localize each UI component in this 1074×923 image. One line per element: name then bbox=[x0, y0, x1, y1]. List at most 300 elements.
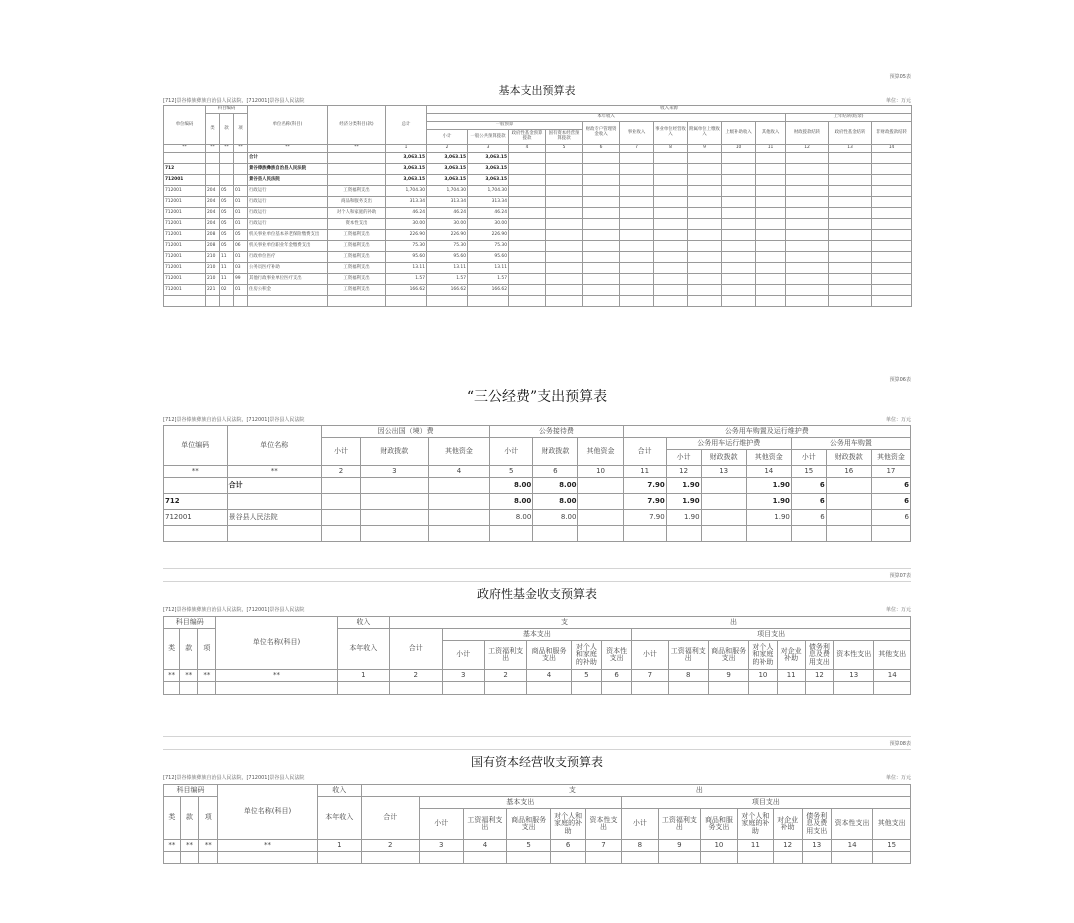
cell-empty bbox=[722, 164, 756, 175]
table-number: 预算08表 bbox=[889, 741, 911, 747]
cell-empty bbox=[583, 208, 620, 219]
column-number: 9 bbox=[688, 145, 722, 153]
cell-empty bbox=[509, 296, 546, 307]
cell-empty bbox=[578, 478, 623, 494]
header-project-subtotal: 小计 bbox=[632, 641, 668, 670]
cell-code: 712001 bbox=[164, 252, 206, 263]
cell-code: 712001 bbox=[164, 241, 206, 252]
column-number: 12 bbox=[666, 466, 701, 478]
cell-empty bbox=[756, 219, 786, 230]
column-number: 5 bbox=[507, 840, 551, 852]
cell-empty bbox=[509, 241, 546, 252]
cell-xiang: 01 bbox=[234, 219, 248, 230]
cell-econ bbox=[328, 153, 386, 164]
unit-info: [712]景谷傣族彝族自治县人民法院，[712001]景谷县人民法院 bbox=[163, 98, 305, 104]
cell-empty bbox=[546, 274, 583, 285]
cell-econ bbox=[328, 175, 386, 186]
column-number: 9 bbox=[659, 840, 701, 852]
header-capital-op: 国有资本经营预算拨款 bbox=[546, 130, 583, 145]
column-number: 2 bbox=[390, 670, 442, 682]
cell-lei: 208 bbox=[206, 230, 220, 241]
cell-empty bbox=[688, 153, 722, 164]
cell-code: 712001 bbox=[164, 510, 228, 526]
cell-empty bbox=[386, 296, 427, 307]
cell-empty bbox=[546, 186, 583, 197]
cell-empty bbox=[872, 274, 912, 285]
cell-empty bbox=[829, 219, 872, 230]
header-total: 总计 bbox=[386, 106, 427, 145]
header-subject-code: 科目编码 bbox=[164, 617, 216, 629]
cell-c5: 8.00 bbox=[490, 494, 533, 510]
header-pu-fiscal: 财政拨款 bbox=[826, 450, 871, 466]
table-row bbox=[164, 252, 912, 263]
cell-empty bbox=[583, 164, 620, 175]
header-basic: 基本支出 bbox=[442, 629, 632, 641]
cell-empty bbox=[620, 153, 654, 164]
cell-empty bbox=[722, 241, 756, 252]
header-non-fin: 非财政拨款结转 bbox=[872, 122, 912, 145]
cell-econ: 对个人和家庭的补助 bbox=[328, 208, 386, 219]
cell-code: 712 bbox=[164, 164, 206, 175]
cell-empty bbox=[786, 296, 829, 307]
cell-empty bbox=[786, 230, 829, 241]
cell-econ: 工资福利支出 bbox=[328, 186, 386, 197]
column-number: 5 bbox=[546, 145, 583, 153]
cell-empty bbox=[722, 219, 756, 230]
column-number: 1 bbox=[337, 670, 389, 682]
cell-c11: 7.90 bbox=[623, 478, 666, 494]
table-row bbox=[164, 296, 912, 307]
table-row bbox=[164, 230, 912, 241]
column-number: ** bbox=[199, 840, 218, 852]
cell-empty bbox=[688, 164, 722, 175]
cell-empty bbox=[786, 285, 829, 296]
cell-empty bbox=[829, 285, 872, 296]
column-number: 3 bbox=[419, 840, 463, 852]
cell-empty bbox=[786, 219, 829, 230]
cell-empty bbox=[620, 175, 654, 186]
cell-kuan: 05 bbox=[220, 230, 234, 241]
unit-info: [712]景谷傣族彝族自治县人民法院，[712001]景谷县人民法院 bbox=[163, 607, 305, 613]
cell-empty bbox=[872, 208, 912, 219]
cell-empty bbox=[546, 296, 583, 307]
cell-pub: 1,704.30 bbox=[468, 186, 509, 197]
cell-pub: 1.57 bbox=[468, 274, 509, 285]
cell-empty bbox=[722, 208, 756, 219]
column-number: ** bbox=[328, 145, 386, 153]
cell-empty bbox=[756, 296, 786, 307]
header-project-personal: 对个人和家庭的补助 bbox=[738, 809, 773, 840]
cell-sub: 313.34 bbox=[427, 197, 468, 208]
column-number: ** bbox=[220, 145, 234, 153]
cell-empty bbox=[546, 230, 583, 241]
cell-lei: 210 bbox=[206, 263, 220, 274]
cell-empty bbox=[509, 197, 546, 208]
cell-empty bbox=[428, 510, 490, 526]
cell-c12: 1.90 bbox=[666, 494, 701, 510]
cell-empty bbox=[826, 478, 871, 494]
header-basic-personal: 对个人和家庭的补助 bbox=[571, 641, 601, 670]
header-op-other: 其他资金 bbox=[746, 450, 791, 466]
header-abroad-other: 其他资金 bbox=[428, 438, 490, 466]
cell-empty bbox=[688, 252, 722, 263]
cell-empty bbox=[427, 296, 468, 307]
header-subject-code: 科目编码 bbox=[164, 785, 218, 797]
column-number: ** bbox=[180, 670, 198, 682]
cell-empty bbox=[688, 219, 722, 230]
cell-empty bbox=[872, 219, 912, 230]
cell-empty bbox=[688, 241, 722, 252]
basic-expenditure-section bbox=[163, 70, 911, 354]
column-number: 4 bbox=[463, 840, 507, 852]
cell-pub: 226.90 bbox=[468, 230, 509, 241]
cell-total: 75.30 bbox=[386, 241, 427, 252]
cell-empty bbox=[829, 164, 872, 175]
state-capital-table bbox=[163, 784, 911, 864]
header-vehicle: 公务用车购置及运行维护费 bbox=[623, 426, 910, 438]
header-vehicle-total: 合计 bbox=[623, 438, 666, 466]
column-number: 10 bbox=[578, 466, 623, 478]
column-number: 11 bbox=[777, 670, 805, 682]
cell-empty bbox=[722, 197, 756, 208]
cell-code: 712001 bbox=[164, 219, 206, 230]
header-project: 项目支出 bbox=[621, 797, 910, 809]
header-abroad-fiscal: 财政拨款 bbox=[360, 438, 428, 466]
cell-c5 bbox=[490, 526, 533, 542]
cell-empty bbox=[722, 230, 756, 241]
column-number: ** bbox=[164, 670, 180, 682]
cell-empty bbox=[872, 252, 912, 263]
cell-code: 712001 bbox=[164, 274, 206, 285]
column-number: 13 bbox=[829, 145, 872, 153]
header-purchase: 公务用车购置 bbox=[791, 438, 910, 450]
cell-total: 1,704.30 bbox=[386, 186, 427, 197]
header-project-debt: 债务利息及费用支出 bbox=[805, 641, 833, 670]
column-number: 7 bbox=[586, 840, 621, 852]
cell-empty bbox=[546, 285, 583, 296]
cell-pub: 3,063.15 bbox=[468, 164, 509, 175]
header-fund-ly: 政府性基金结转 bbox=[829, 122, 872, 145]
column-number: ** bbox=[164, 466, 228, 478]
table-title: “三公经费”支出预算表 bbox=[466, 389, 608, 405]
cell-empty bbox=[468, 296, 509, 307]
header-basic-goods: 商品和服务支出 bbox=[507, 809, 551, 840]
column-number: ** bbox=[206, 145, 220, 153]
header-income: 收入 bbox=[317, 785, 361, 797]
header-xiang: 项 bbox=[234, 114, 248, 145]
cell-empty bbox=[583, 296, 620, 307]
cell-xiang bbox=[234, 164, 248, 175]
header-unit-code: 单位编码 bbox=[164, 106, 206, 145]
cell-name bbox=[227, 494, 321, 510]
table-row bbox=[164, 186, 912, 197]
cell-empty bbox=[583, 252, 620, 263]
cell-econ bbox=[328, 164, 386, 175]
cell-empty bbox=[583, 241, 620, 252]
header-project-other: 其他支出 bbox=[874, 641, 911, 670]
cell-empty bbox=[654, 296, 688, 307]
cell-xiang: 01 bbox=[234, 208, 248, 219]
cell-empty bbox=[688, 186, 722, 197]
column-number: 4 bbox=[509, 145, 546, 153]
cell-empty bbox=[756, 285, 786, 296]
cell-empty bbox=[756, 263, 786, 274]
column-number: 10 bbox=[749, 670, 777, 682]
table-number: 预算06表 bbox=[889, 377, 911, 383]
cell-total: 3,063.15 bbox=[386, 153, 427, 164]
header-op-fiscal: 财政拨款 bbox=[701, 450, 746, 466]
column-number: 2 bbox=[427, 145, 468, 153]
basic-expenditure-table bbox=[163, 105, 912, 307]
cell-empty bbox=[578, 510, 623, 526]
cell-empty bbox=[546, 219, 583, 230]
cell-empty bbox=[509, 285, 546, 296]
cell-empty bbox=[654, 252, 688, 263]
cell-lei bbox=[206, 153, 220, 164]
three-public-expenses-section bbox=[163, 376, 911, 556]
cell-empty bbox=[826, 526, 871, 542]
cell-c11: 7.90 bbox=[623, 494, 666, 510]
cell-empty bbox=[722, 186, 756, 197]
header-source: 收入来源 bbox=[427, 106, 912, 114]
cell-kuan: 02 bbox=[220, 285, 234, 296]
header-project-enterprise: 对企业补助 bbox=[773, 809, 802, 840]
cell-empty bbox=[234, 296, 248, 307]
cell-total: 166.62 bbox=[386, 285, 427, 296]
column-number: 6 bbox=[601, 670, 631, 682]
cell-empty bbox=[786, 164, 829, 175]
cell-empty bbox=[509, 252, 546, 263]
header-reception-other: 其他资金 bbox=[578, 438, 623, 466]
cell-total: 13.11 bbox=[386, 263, 427, 274]
cell-empty bbox=[546, 197, 583, 208]
cell-sub: 3,063.15 bbox=[427, 153, 468, 164]
cell-xiang: 99 bbox=[234, 274, 248, 285]
cell-empty bbox=[826, 494, 871, 510]
header-fin-approp: 财政拨款结转 bbox=[786, 122, 829, 145]
cell-name: 住房公积金 bbox=[248, 285, 328, 296]
cell-xiang: 01 bbox=[234, 285, 248, 296]
unit-label: 单位：万元 bbox=[885, 98, 911, 104]
cell-name: 公务员医疗补助 bbox=[248, 263, 328, 274]
cell-c17 bbox=[871, 526, 910, 542]
cell-c15 bbox=[791, 526, 826, 542]
header-reception-fiscal: 财政拨款 bbox=[533, 438, 578, 466]
cell-empty bbox=[546, 164, 583, 175]
header-project-debt: 债务利息及费用支出 bbox=[802, 809, 831, 840]
cell-empty bbox=[428, 526, 490, 542]
cell-empty bbox=[620, 263, 654, 274]
cell-empty bbox=[829, 241, 872, 252]
cell-empty bbox=[829, 186, 872, 197]
column-number: 13 bbox=[701, 466, 746, 478]
cell-empty bbox=[829, 208, 872, 219]
unit-info: [712]景谷傣族彝族自治县人民法院，[712001]景谷县人民法院 bbox=[163, 417, 305, 423]
cell-econ: 工资福利支出 bbox=[328, 241, 386, 252]
header-project-capital: 资本性支出 bbox=[831, 809, 873, 840]
cell-c6: 8.00 bbox=[533, 478, 578, 494]
column-number: 13 bbox=[802, 840, 831, 852]
table-row bbox=[164, 263, 912, 274]
state-capital-section bbox=[163, 736, 911, 870]
cell-empty bbox=[786, 263, 829, 274]
column-number: 8 bbox=[621, 840, 658, 852]
cell-c6: 8.00 bbox=[533, 510, 578, 526]
cell-empty bbox=[786, 186, 829, 197]
cell-empty bbox=[722, 175, 756, 186]
cell-empty bbox=[654, 219, 688, 230]
table-row bbox=[164, 510, 911, 526]
header-expense bbox=[361, 785, 910, 797]
column-number: 5 bbox=[490, 466, 533, 478]
cell-empty bbox=[722, 252, 756, 263]
cell-empty bbox=[786, 274, 829, 285]
column-number: 11 bbox=[738, 840, 773, 852]
column-number: 3 bbox=[442, 670, 484, 682]
cell-empty bbox=[248, 296, 328, 307]
cell-empty bbox=[360, 526, 428, 542]
column-number: 7 bbox=[632, 670, 668, 682]
cell-code bbox=[164, 478, 228, 494]
cell-empty bbox=[578, 526, 623, 542]
header-project-wage: 工资福利支出 bbox=[659, 809, 701, 840]
cell-empty bbox=[786, 252, 829, 263]
table-row bbox=[164, 164, 912, 175]
cell-name: 其他行政事业单位医疗支出 bbox=[248, 274, 328, 285]
cell-empty bbox=[360, 478, 428, 494]
cell-empty bbox=[872, 230, 912, 241]
cell-empty bbox=[688, 285, 722, 296]
cell-name: 行政运行 bbox=[248, 186, 328, 197]
column-number: 2 bbox=[361, 840, 419, 852]
cell-name: 景谷县人民法院 bbox=[248, 175, 328, 186]
cell-empty bbox=[578, 494, 623, 510]
table-row bbox=[164, 219, 912, 230]
cell-c17: 6 bbox=[871, 494, 910, 510]
cell-empty bbox=[688, 230, 722, 241]
cell-empty bbox=[872, 296, 912, 307]
cell-c5: 8.00 bbox=[490, 510, 533, 526]
cell-empty bbox=[583, 285, 620, 296]
column-number: 15 bbox=[791, 466, 826, 478]
cell-kuan bbox=[220, 164, 234, 175]
table-row bbox=[164, 175, 912, 186]
cell-code: 712001 bbox=[164, 285, 206, 296]
column-number: 11 bbox=[623, 466, 666, 478]
cell-sub: 13.11 bbox=[427, 263, 468, 274]
header-total: 合计 bbox=[361, 797, 419, 840]
cell-empty bbox=[872, 241, 912, 252]
cell-lei: 204 bbox=[206, 186, 220, 197]
cell-empty bbox=[722, 274, 756, 285]
cell-empty bbox=[583, 175, 620, 186]
cell-empty bbox=[688, 274, 722, 285]
cell-empty bbox=[688, 263, 722, 274]
cell-empty bbox=[872, 153, 912, 164]
cell-empty bbox=[620, 241, 654, 252]
cell-kuan: 11 bbox=[220, 252, 234, 263]
cell-c6 bbox=[533, 526, 578, 542]
header-unit-name: 单位名称 bbox=[227, 426, 321, 466]
cell-c15: 6 bbox=[791, 478, 826, 494]
cell-empty bbox=[620, 274, 654, 285]
table-row bbox=[164, 197, 912, 208]
column-number: 1 bbox=[386, 145, 427, 153]
column-number: ** bbox=[216, 670, 337, 682]
cell-xiang: 06 bbox=[234, 241, 248, 252]
cell-empty bbox=[654, 208, 688, 219]
cell-empty bbox=[688, 175, 722, 186]
header-reception-subtotal: 小计 bbox=[490, 438, 533, 466]
table-title: 基本支出预算表 bbox=[498, 84, 576, 97]
header-other: 其他收入 bbox=[756, 122, 786, 145]
header-xiang: 项 bbox=[198, 629, 216, 670]
header-unit-name: 单位名称(科目) bbox=[218, 785, 318, 840]
column-number: 3 bbox=[360, 466, 428, 478]
cell-kuan: 05 bbox=[220, 241, 234, 252]
cell-name: 行政运行 bbox=[248, 219, 328, 230]
cell-pub: 166.62 bbox=[468, 285, 509, 296]
cell-empty bbox=[509, 263, 546, 274]
cell-empty bbox=[654, 285, 688, 296]
header-expense bbox=[390, 617, 911, 629]
cell-empty bbox=[654, 230, 688, 241]
column-number: 9 bbox=[708, 670, 748, 682]
header-econ: 经济分类科目(款) bbox=[328, 106, 386, 145]
column-number: 5 bbox=[571, 670, 601, 682]
column-number: 7 bbox=[620, 145, 654, 153]
cell-empty bbox=[786, 241, 829, 252]
header-affiliate: 附属单位上缴收入 bbox=[688, 122, 722, 145]
cell-empty bbox=[546, 175, 583, 186]
cell-empty bbox=[360, 510, 428, 526]
header-xiang: 项 bbox=[199, 797, 218, 840]
column-number: 10 bbox=[700, 840, 737, 852]
header-this-year: 本年收入 bbox=[337, 629, 389, 670]
header-basic-goods: 商品和服务支出 bbox=[527, 641, 571, 670]
cell-empty bbox=[756, 186, 786, 197]
cell-empty bbox=[756, 153, 786, 164]
cell-empty bbox=[321, 510, 360, 526]
cell-empty bbox=[872, 175, 912, 186]
cell-empty bbox=[688, 208, 722, 219]
column-number: ** bbox=[218, 840, 318, 852]
column-number: 8 bbox=[654, 145, 688, 153]
column-number: 12 bbox=[805, 670, 833, 682]
cell-code: 712001 bbox=[164, 230, 206, 241]
cell-empty bbox=[509, 186, 546, 197]
cell-c14 bbox=[746, 526, 791, 542]
header-pu-subtotal: 小计 bbox=[791, 450, 826, 466]
column-number: 4 bbox=[527, 670, 571, 682]
header-lei: 类 bbox=[164, 629, 180, 670]
cell-empty bbox=[321, 494, 360, 510]
cell-empty bbox=[220, 296, 234, 307]
cell-empty bbox=[620, 164, 654, 175]
header-code-group: 科目编码 bbox=[206, 106, 248, 114]
cell-empty bbox=[428, 478, 490, 494]
cell-name: 合计 bbox=[248, 153, 328, 164]
header-project-goods: 商品和服务支出 bbox=[708, 641, 748, 670]
cell-empty bbox=[583, 197, 620, 208]
cell-empty bbox=[654, 241, 688, 252]
cell-kuan: 11 bbox=[220, 274, 234, 285]
header-lei: 类 bbox=[164, 797, 181, 840]
cell-empty bbox=[786, 208, 829, 219]
cell-empty bbox=[360, 494, 428, 510]
cell-empty bbox=[546, 252, 583, 263]
header-basic: 基本支出 bbox=[419, 797, 621, 809]
